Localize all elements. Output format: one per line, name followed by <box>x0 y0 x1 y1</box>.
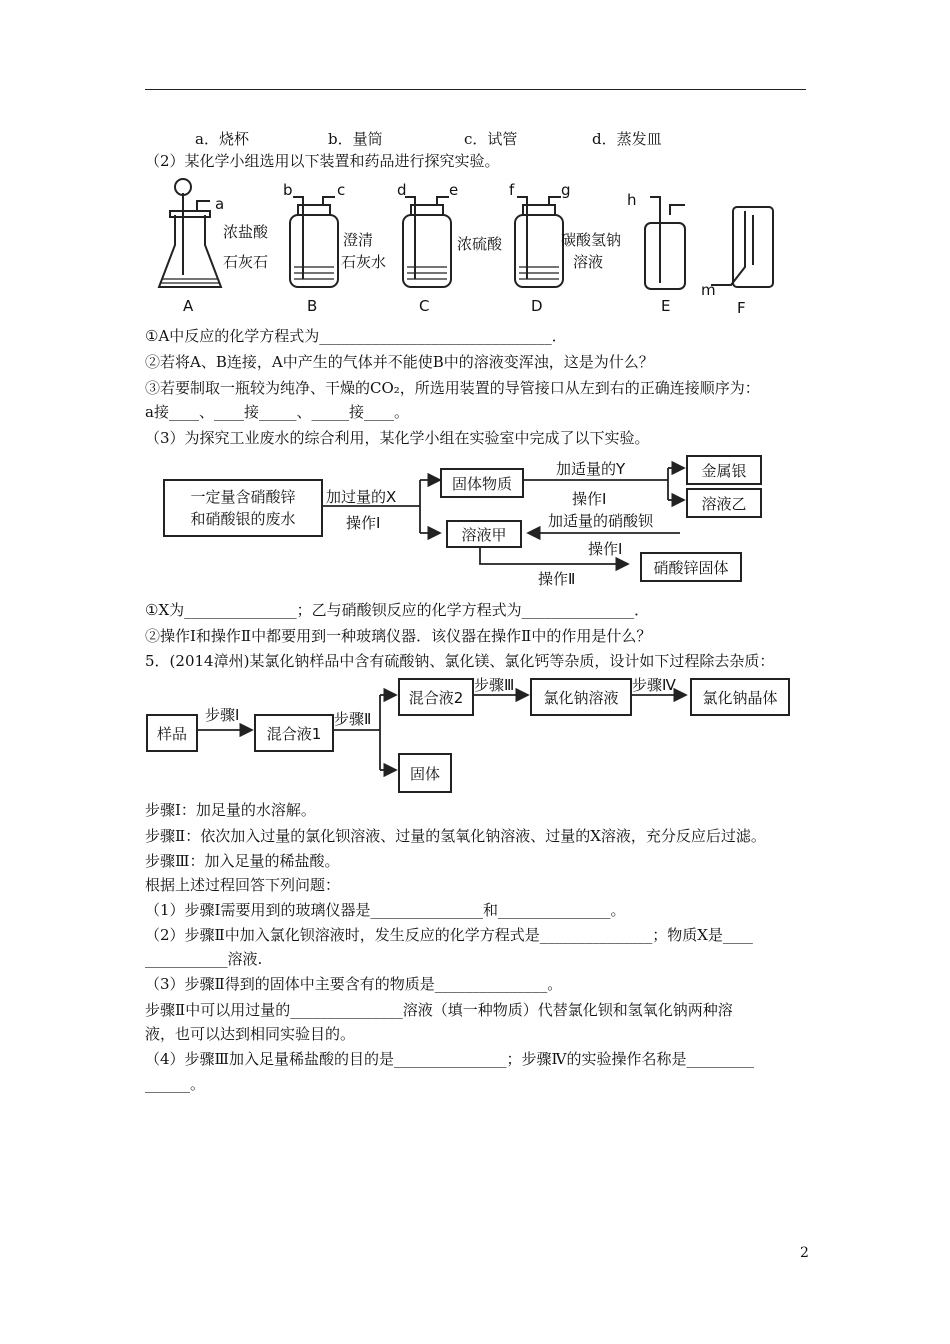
page-number: 2 <box>800 1245 809 1261</box>
wastewater-line2: 和硝酸银的废水 <box>190 510 296 528</box>
label-step1: 步骤Ⅰ <box>205 706 240 724</box>
tag-C: C <box>419 297 430 315</box>
q2-line2: ②若将A、B连接，A中产生的气体并不能使B中的溶液变浑浊，这是为什么？ <box>145 353 654 371</box>
box-silver: 金属银 <box>686 455 762 485</box>
tag-B: B <box>307 297 318 315</box>
port-e: e <box>449 181 459 199</box>
box-solution-a: 溶液甲 <box>446 520 522 548</box>
label-hcl: 浓盐酸 <box>223 223 269 241</box>
q5-a4b: ______。 <box>145 1075 206 1093</box>
q5-a3b: 步骤Ⅱ中可以用过量的_______________溶液（填一种物质）代替氯化钡和氢氧化钠两种溶 <box>145 1001 733 1019</box>
box-zinc-nitrate: 硝酸锌固体 <box>640 552 742 582</box>
tag-D: D <box>531 297 543 315</box>
tag-A: A <box>183 297 194 315</box>
option-d: d．蒸发皿 <box>592 130 662 148</box>
q2-line1: ①A中反应的化学方程式为_______________________________． <box>145 327 567 345</box>
label-step4: 步骤Ⅳ <box>632 676 676 694</box>
q5-a4: （4）步骤Ⅲ加入足量稀盐酸的目的是_______________；步骤Ⅳ的实验操作名称是_________ <box>145 1050 754 1068</box>
box-solid-residue: 固体 <box>398 753 452 793</box>
label-h2so4: 浓硫酸 <box>457 235 503 253</box>
box-mix2: 混合液2 <box>398 678 474 716</box>
box-wastewater <box>163 479 323 537</box>
label-add-ba: 加适量的硝酸钡 <box>548 512 654 530</box>
label-limewater-2: 石灰水 <box>341 253 387 271</box>
port-a: a <box>215 195 225 213</box>
q5-ask: 根据上述过程回答下列问题： <box>145 876 341 894</box>
label-step2: 步骤Ⅱ <box>334 710 372 728</box>
port-f: f <box>509 181 515 199</box>
tag-E: E <box>661 297 671 315</box>
label-op2: 操作Ⅱ <box>538 570 576 588</box>
q5-a2b: ___________溶液. <box>145 950 263 968</box>
option-c: c．试管 <box>464 130 518 148</box>
q5-a2: （2）步骤Ⅱ中加入氯化钡溶液时，发生反应的化学方程式是_______________；物质X是____ <box>145 926 753 944</box>
option-a: a．烧杯 <box>195 130 249 148</box>
box-solution-b: 溶液乙 <box>686 488 762 518</box>
port-m: m <box>701 281 716 299</box>
box-solid: 固体物质 <box>440 468 524 498</box>
q3-line1: ①X为_______________；乙与硝酸钡反应的化学方程式为_______________． <box>145 601 650 619</box>
label-op1-b: 操作Ⅰ <box>572 490 607 508</box>
tag-F: F <box>737 299 746 317</box>
q5-title: 5．(2014漳州)某氯化钠样品中含有硫酸钠、氯化镁、氯化钙等杂质，设计如下过程除去杂质： <box>145 652 775 670</box>
box-sample: 样品 <box>146 714 198 752</box>
port-h: h <box>627 191 637 209</box>
q3-line2: ②操作Ⅰ和操作Ⅱ中都要用到一种玻璃仪器．该仪器在操作Ⅱ中的作用是什么？ <box>145 627 652 645</box>
q2-line4: a接____、____接_____、_____接____。 <box>145 403 409 421</box>
label-nahco3-1: 碳酸氢钠 <box>561 231 622 249</box>
wastewater-line1: 一定量含硝酸锌 <box>190 488 296 506</box>
q5-s1: 步骤Ⅰ：加足量的水溶解。 <box>145 801 316 819</box>
label-op1-a: 操作Ⅰ <box>346 514 381 532</box>
box-mix1: 混合液1 <box>254 714 334 752</box>
label-op1-c: 操作Ⅰ <box>588 540 623 558</box>
port-d: d <box>397 181 407 199</box>
box-nacl-solution: 氯化钠溶液 <box>530 678 632 716</box>
label-nahco3-2: 溶液 <box>573 253 604 271</box>
port-b: b <box>283 181 293 199</box>
q2-intro: （2）某化学小组选用以下装置和药品进行探究实验。 <box>145 152 500 170</box>
q3-flow-arrows <box>0 0 950 600</box>
q2-line3: ③若要制取一瓶较为纯净、干燥的CO₂，所选用装置的导管接口从左到右的正确连接顺序为： <box>145 379 760 397</box>
q5-s3: 步骤Ⅲ：加入足量的稀盐酸。 <box>145 852 340 870</box>
label-step3: 步骤Ⅲ <box>474 676 515 694</box>
label-add-x: 加过量的X <box>326 488 397 506</box>
q5-a3: （3）步骤Ⅱ得到的固体中主要含有的物质是_______________。 <box>145 975 563 993</box>
port-c: c <box>337 181 346 199</box>
q5-a3c: 液，也可以达到相同实验目的。 <box>145 1025 356 1043</box>
q5-flow-arrows <box>0 640 950 800</box>
q3-intro: （3）为探究工业废水的综合利用，某化学小组在实验室中完成了以下实验。 <box>145 429 650 447</box>
port-g: g <box>561 181 571 199</box>
label-add-y: 加适量的Y <box>556 460 626 478</box>
label-limewater-1: 澄清 <box>343 231 374 249</box>
q5-a1: （1）步骤Ⅰ需要用到的玻璃仪器是_______________和_______________。 <box>145 901 626 919</box>
label-limestone: 石灰石 <box>223 253 269 271</box>
option-b: b．量筒 <box>328 130 383 148</box>
box-nacl-crystal: 氯化钠晶体 <box>690 678 790 716</box>
q5-s2: 步骤Ⅱ：依次加入过量的氯化钡溶液、过量的氢氧化钠溶液、过量的X溶液，充分反应后过滤。 <box>145 827 766 845</box>
